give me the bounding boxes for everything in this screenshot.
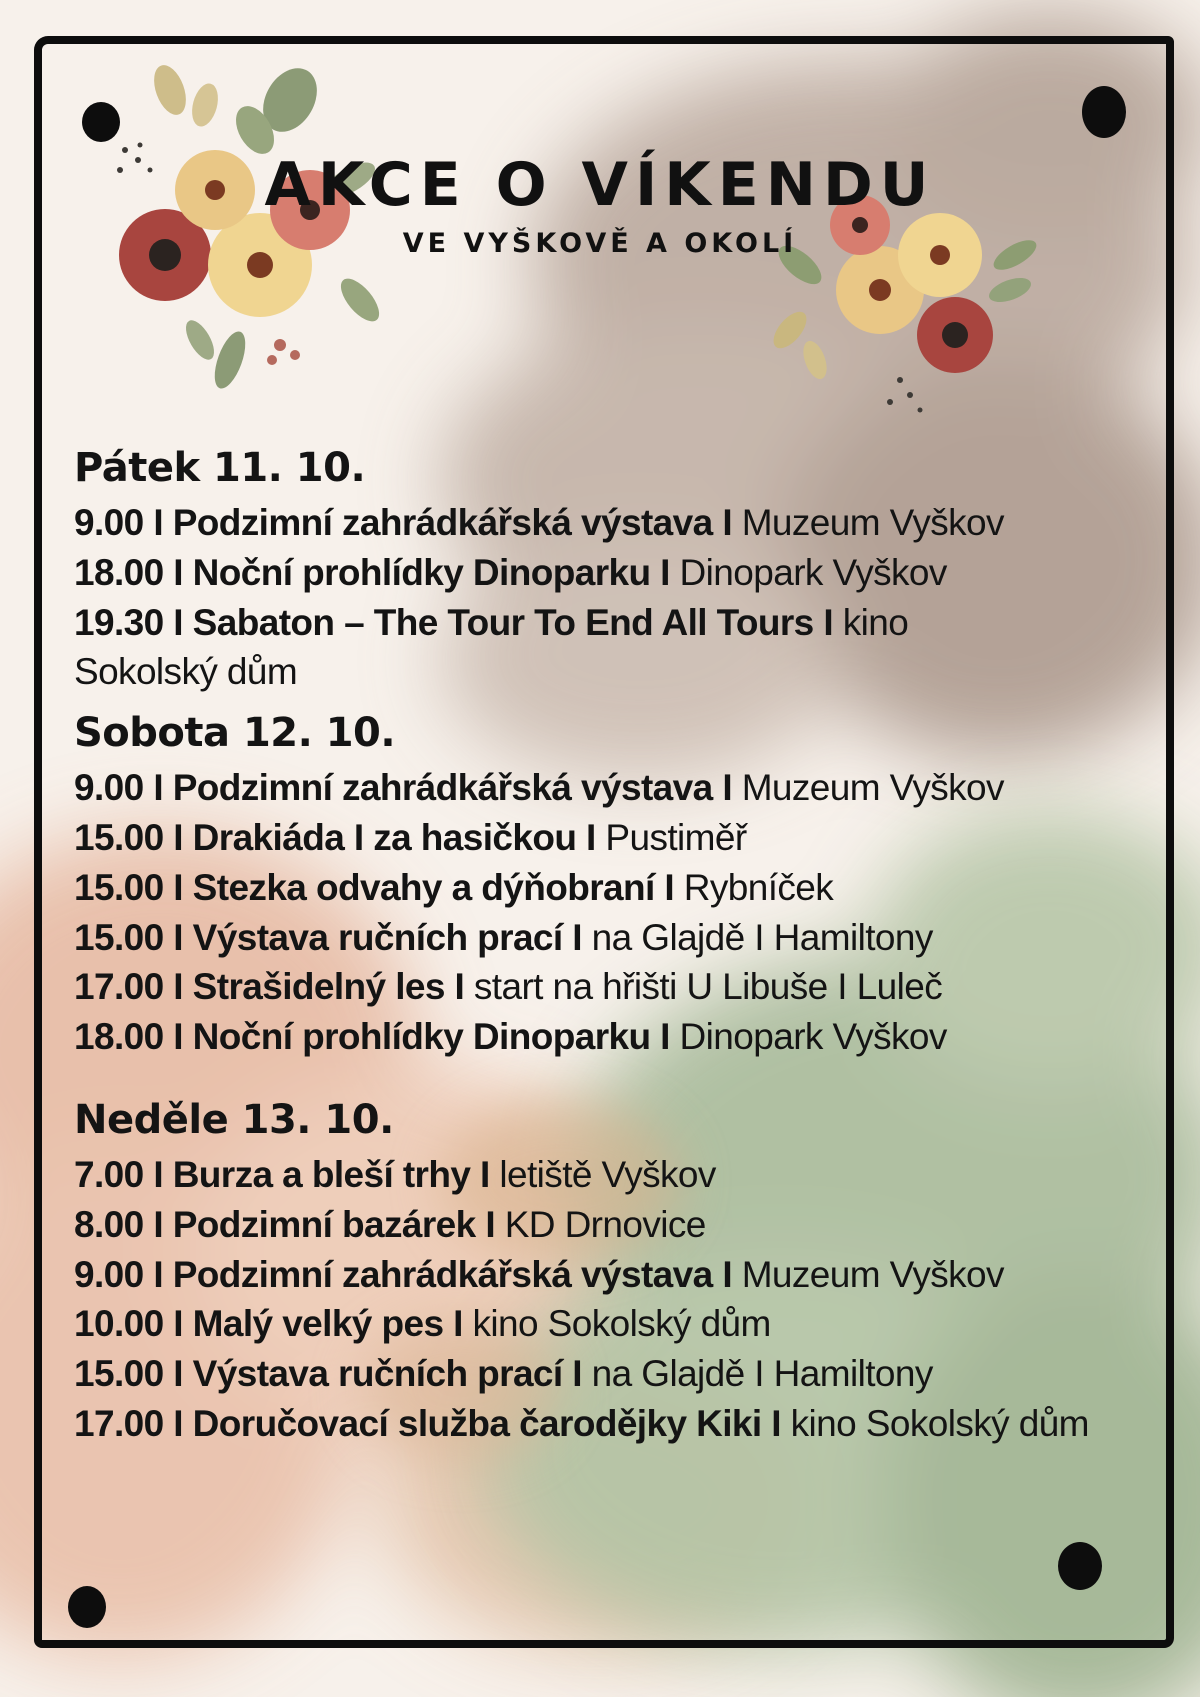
event-list-sunday xyxy=(74,1150,1144,1449)
event-item: 9.00 I Podzimní zahrádkářská výstava I Muzeum Vyškov xyxy=(74,767,1004,809)
event-list-saturday xyxy=(74,763,1144,1062)
corner-dot-bottom-right xyxy=(1058,1542,1102,1590)
event-list-friday xyxy=(74,498,1144,697)
event-item: 15.00 I Drakiáda I za hasičkou I Pustiměř xyxy=(74,816,747,858)
event-item: 8.00 I Podzimní bazárek I KD Drnovice xyxy=(74,1203,706,1245)
event-item: 9.00 I Podzimní zahrádkářská výstava I Muzeum Vyškov xyxy=(74,502,1004,543)
event-item: 10.00 I Malý velký pes I kino Sokolský dům xyxy=(74,1303,771,1345)
day-heading-sunday: Neděle 13. 10. xyxy=(74,1096,394,1143)
event-item: 17.00 I Strašidelný les I start na hřišti U Libuše I Luleč xyxy=(74,966,943,1008)
event-item: 15.00 I Výstava ručních prací I na Glajdě I Hamiltony xyxy=(74,916,933,958)
event-item: 7.00 I Burza a bleší trhy I letiště Vyškov xyxy=(74,1153,716,1195)
event-item: 18.00 I Noční prohlídky Dinoparku I Dinopark Vyškov xyxy=(74,551,947,593)
corner-dot-top-right xyxy=(1082,86,1126,138)
event-item: 15.00 I Stezka odvahy a dýňobraní I Rybníček xyxy=(74,866,834,908)
corner-dot-bottom-left xyxy=(68,1586,106,1628)
event-item: 19.30 I Sabaton – The Tour To End All Tours I kino Sokolský dům xyxy=(74,601,909,693)
page-subtitle: VE VYŠKOVĚ A OKOLÍ xyxy=(402,228,798,259)
event-item: 17.00 I Doručovací služba čarodějky Kiki I kino Sokolský dům xyxy=(74,1402,1089,1444)
page-title: AKCE O VÍKENDU xyxy=(264,150,936,220)
event-schedule xyxy=(74,438,1144,1455)
event-item: 15.00 I Výstava ručních prací I na Glajdě I Hamiltony xyxy=(74,1353,933,1395)
event-item: 9.00 I Podzimní zahrádkářská výstava I Muzeum Vyškov xyxy=(74,1253,1004,1295)
event-item: 18.00 I Noční prohlídky Dinoparku I Dinopark Vyškov xyxy=(74,1016,947,1058)
day-heading-friday: Pátek 11. 10. xyxy=(74,445,366,491)
day-heading-saturday: Sobota 12. 10. xyxy=(74,710,396,757)
